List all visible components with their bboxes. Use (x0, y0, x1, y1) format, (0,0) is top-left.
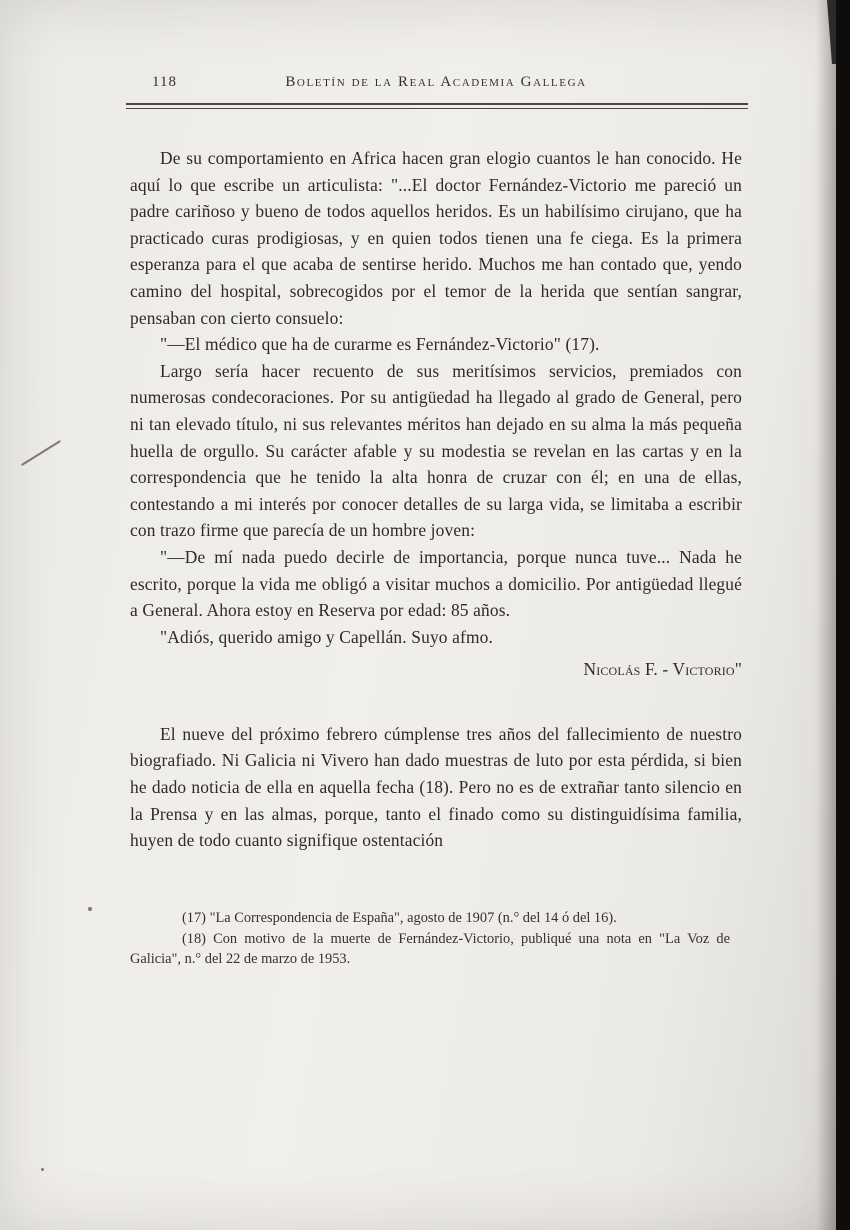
running-header (130, 74, 742, 94)
paragraph-africa-praise: De su comportamiento en Africa hacen gran elogio cuantos le han conocido. He aquí lo que escribe un articulista: "...El doctor Fernández-Victorio me pareció un padre cariñoso y bueno de todos aquellos heridos. Es un habilísimo cirujano, que ha practicado curas prodigiosas, y en quien todos tienen una fe ciega. Es la primera esperanza para el que acaba de sentirse herido. Muchos me han contado que, yendo camino del hospital, sobrecogidos por el temor de la herida que sentían sangrar, pensaban con cierto consuelo: (130, 148, 742, 328)
page-number: 118 (152, 74, 177, 90)
footnote-17: (17) "La Correspondencia de España", agosto de 1907 (n.° del 14 ó del 16). (182, 909, 617, 926)
journal-title: Boletín de la Real Academia Gallega (285, 74, 587, 90)
signature: Nicolás F. - Victorio" (583, 659, 742, 680)
footnote-18: (18) Con motivo de la muerte de Fernández-Victorio, publiqué una nota en "La Voz de Galicia", n.° del 22 de marzo de 1953. (130, 930, 730, 968)
paragraph-career: Largo sería hacer recuento de sus meritísimos servicios, premiados con numerosas condecoraciones. Por su antigüedad ha llegado al grado de General, pero ni tan elevado título, ni sus relevantes méritos han dejado en su alma la más pequeña huella de orgullo. Su carácter afable y su modestia se revelan en las cartas y en la correspondencia que he tenido la alta honra de cruzar con él; en una de ellas, contestando a mi interés por conocer detalles de su larga vida, se limitaba a escribir con trazo firme que parecía de un hombre joven: (130, 360, 742, 541)
paragraph-quote-doctor: "—El médico que ha de curarme es Fernández-Victorio" (17). (160, 334, 600, 355)
header-double-rule (126, 103, 748, 109)
paragraph-farewell: "Adiós, querido amigo y Capellán. Suyo afmo. (160, 626, 493, 647)
scan-speck (41, 1168, 44, 1171)
paragraph-letter-quote: "—De mí nada puedo decirle de importancia, porque nunca tuve... Nada he escrito, porque la vida me obligó a visitar muchos a domicilio. Por antigüedad llegué a General. Ahora estoy en Reserva por edad: 85 años. (130, 546, 742, 621)
footnotes (130, 908, 730, 970)
body-text (130, 145, 742, 854)
paragraph-closing: El nueve del próximo febrero cúmplense tres años del fallecimiento de nuestro biografiado. Ni Galicia ni Vivero han dado muestras de luto por esta pérdida, si bien he dado noticia de ella en aquella fecha (18). Pero no es de extrañar tanto silencio en la Prensa y en las almas, porque, tanto el finado como su distinguidísima familia, huyen de todo cuanto signifique ostentación (130, 723, 742, 851)
